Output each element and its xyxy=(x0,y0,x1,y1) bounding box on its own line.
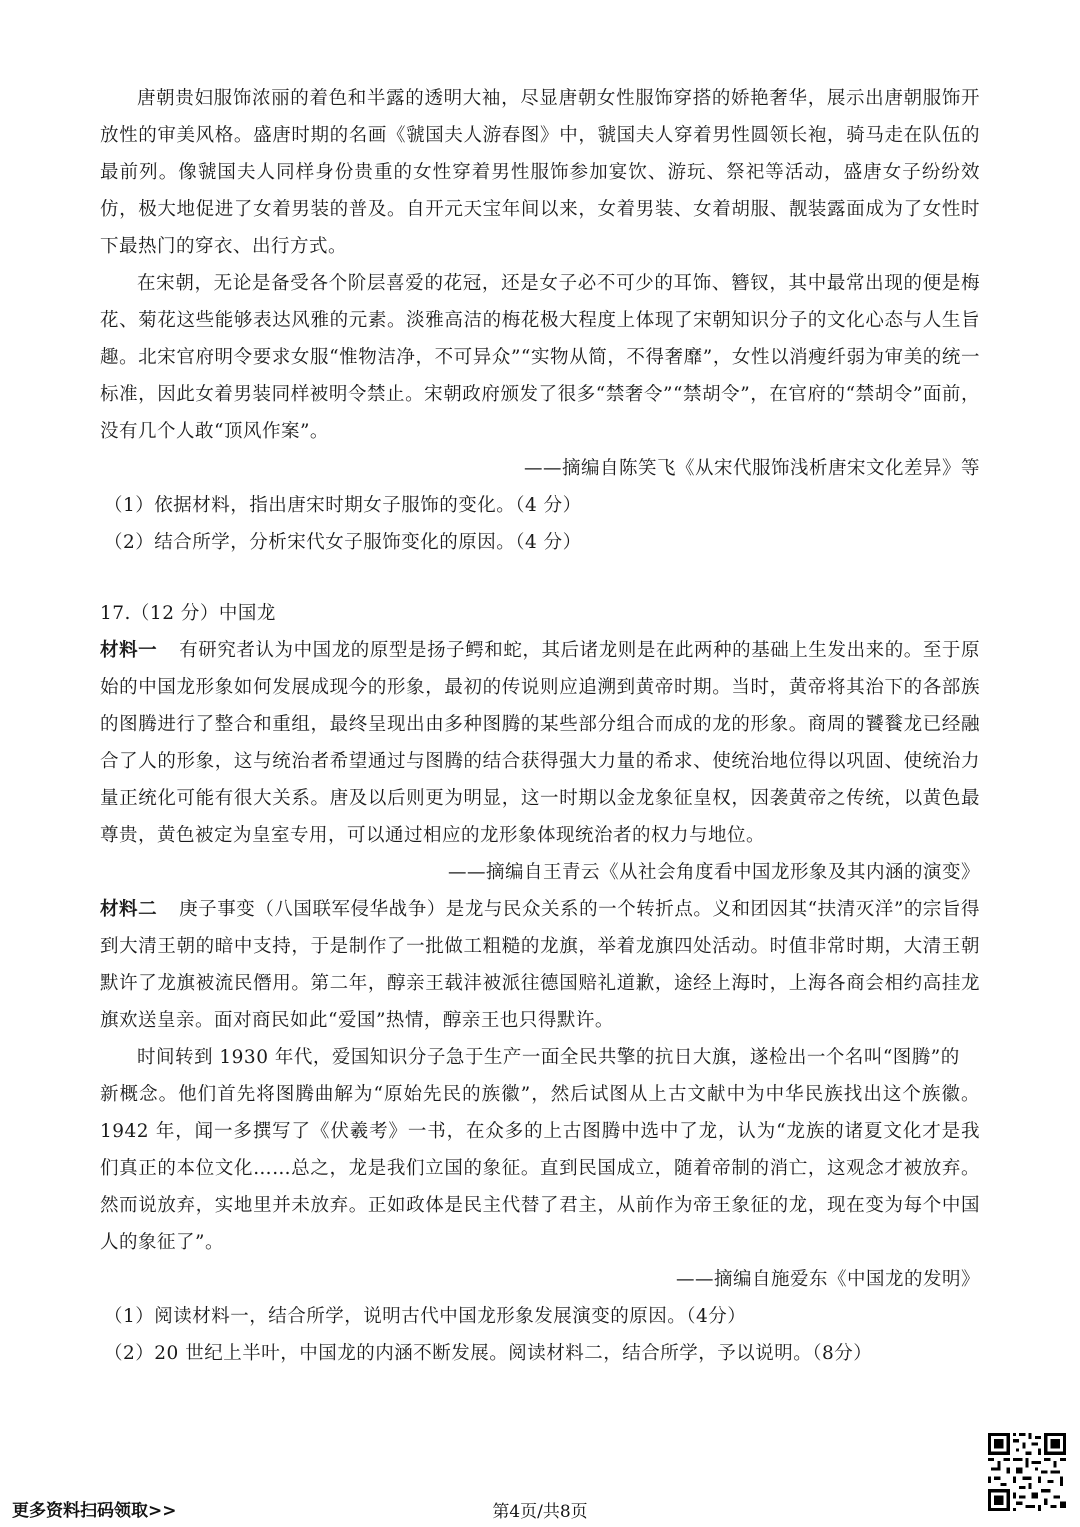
material-label: 材料一 xyxy=(100,640,158,661)
material-16 xyxy=(100,80,980,561)
material-two-text: 庚子事变（八国联军侵华战争）是龙与民众关系的一个转折点。义和团因其“扶清灭洋”的宗旨得到大清王朝的暗中支持，于是制作了一批做工粗糙的龙旗，举着龙旗四处活动。时值非常时期，大清王朝默许了龙旗被流民僭用。第二年，醇亲王载沣被派往德国赔礼道歉，途经上海时，上海各商会相约高挂龙旗欢送皇亲。面对商民如此“爱国”热情，醇亲王也只得默许。 xyxy=(100,899,980,1031)
paragraph-tang: 唐朝贵妇服饰浓丽的着色和半露的透明大袖，尽显唐朝女性服饰穿搭的娇艳奢华，展示出唐朝服饰开放性的审美风格。盛唐时期的名画《虢国夫人游春图》中，虢国夫人穿着男性圆领长袍，骑马走在队伍的最前列。像虢国夫人同样身份贵重的女性穿着男性服饰参加宴饮、游玩、祭祀等活动，盛唐女子纷纷效仿，极大地促进了女着男装的普及。自开元天宝年间以来，女着男装、女着胡服、靓装露面成为了女性时下最热门的穿衣、出行方式。 xyxy=(100,88,980,257)
question-16-2: （2）结合所学，分析宋代女子服饰变化的原因。（4 分） xyxy=(104,532,582,553)
page-number: 第4页/共8页 xyxy=(492,1502,588,1522)
question-17-1: （1）阅读材料一，结合所学，说明古代中国龙形象发展演变的原因。（4分） xyxy=(104,1306,747,1327)
question-17-2: （2）20 世纪上半叶，中国龙的内涵不断发展。阅读材料二，结合所学，予以说明。（8分） xyxy=(104,1343,873,1364)
question-17 xyxy=(100,595,980,1372)
source-citation: ——摘编自陈笑飞《从宋代服饰浅析唐宋文化差异》等 xyxy=(523,458,980,479)
material-two xyxy=(100,891,980,1039)
material-one-text: 有研究者认为中国龙的原型是扬子鳄和蛇，其后诸龙则是在此两种的基础上生发出来的。至于原始的中国龙形象如何发展成现今的形象，最初的传说则应追溯到黄帝时期。当时，黄帝将其治下的各部族的图腾进行了整合和重组，最终呈现出由多种图腾的某些部分组合而成的龙的形象。商周的饕餮龙已经融合了人的形象，这与统治者希望通过与图腾的结合获得强大力量的希求、使统治地位得以巩固、使统治力量正统化可能有很大关系。唐及以后则更为明显，这一时期以金龙象征皇权，因袭黄帝之传统，以黄色最尊贵，黄色被定为皇室专用，可以通过相应的龙形象体现统治者的权力与地位。 xyxy=(100,640,980,846)
question-16-1: （1）依据材料，指出唐宋时期女子服饰的变化。（4 分） xyxy=(104,495,582,516)
qr-code-icon[interactable] xyxy=(988,1433,1066,1511)
material-two-para2-line1: 时间转到 1930 年代，爱国知识分子急于生产一面全民共擎的抗日大旗，遂检出一个名叫“图腾”的 xyxy=(137,1047,960,1068)
question-title: 17.（12 分）中国龙 xyxy=(100,603,276,624)
source-citation: ——摘编自王青云《从社会角度看中国龙形象及其内涵的演变》 xyxy=(447,862,980,883)
material-one xyxy=(100,632,980,854)
material-label: 材料二 xyxy=(100,899,158,920)
promo-text[interactable]: 更多资料扫码领取>> xyxy=(12,1501,177,1521)
source-citation: ——摘编自施爱东《中国龙的发明》 xyxy=(675,1269,980,1290)
material-two-para2: 新概念。他们首先将图腾曲解为“原始先民的族徽”，然后试图从上古文献中为中华民族找出这个族徽。1942 年，闻一多撰写了《伏羲考》一书，在众多的上古图腾中选中了龙，认为“龙族的诸夏文化才是我们真正的本位文化……总之，龙是我们立国的象征。直到民国成立，随着帝制的消亡，这观念才被放弃。然而说放弃，实地里并未放弃。正如政体是民主代替了君主，从前作为帝王象征的龙，现在变为每个中国人的象征了”。 xyxy=(100,1084,980,1253)
paragraph-song: 在宋朝，无论是备受各个阶层喜爱的花冠，还是女子必不可少的耳饰、簪钗，其中最常出现的便是梅花、菊花这些能够表达风雅的元素。淡雅高洁的梅花极大程度上体现了宋朝知识分子的文化心态与人生旨趣。北宋官府明令要求女服“惟物洁净，不可异众”“实物从简，不得奢靡”，女性以消瘦纤弱为审美的统一标准，因此女着男装同样被明令禁止。宋朝政府颁发了很多“禁奢令”“禁胡令”，在官府的“禁胡令”面前，没有几个人敢“顶风作案”。 xyxy=(100,273,980,442)
